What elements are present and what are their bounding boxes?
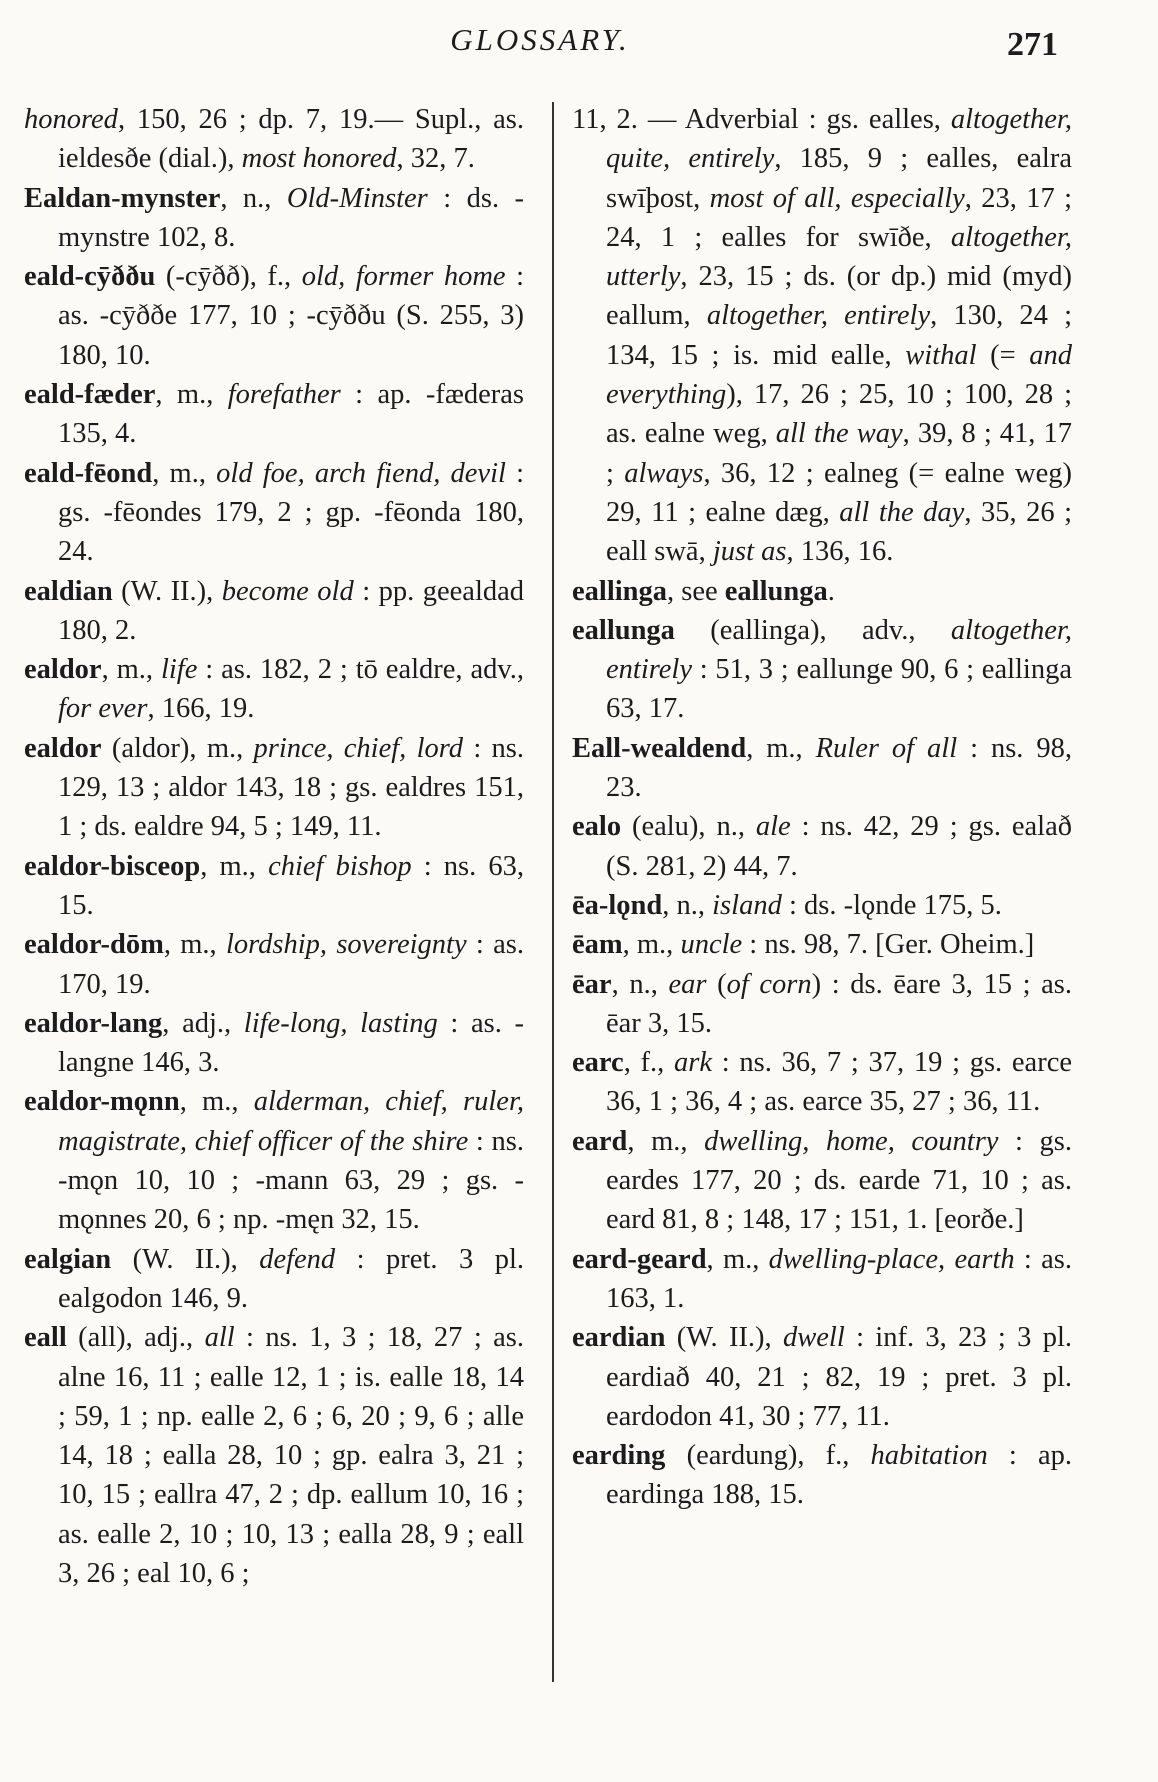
page-header (0, 22, 1158, 72)
glossary-entry: ealdian (W. II.), become old : pp. geealdad 180, 2. (24, 575, 525, 646)
glossary-entry: eard, m., dwelling, home, country : gs. eardes 177, 20 ; ds. earde 71, 10 ; as. eard 81, 8 ; 148, 17 ; 151, 1. [eorðe.] (572, 1125, 1072, 1236)
glossary-entry: ēa-lǫnd, n., island : ds. -lǫnde 175, 5. (572, 889, 1002, 921)
glossary-entry: honored, 150, 26 ; dp. 7, 19.— Supl., as. ieldesðe (dial.), most honored, 32, 7. (24, 104, 524, 175)
page-number: 271 (1007, 26, 1058, 63)
glossary-entry: eald-cȳððu (-cȳðð), f., old, former home : as. -cȳððe 177, 10 ; -cȳððu (S. 255, 3) 180, 10. (24, 261, 524, 371)
column-divider (552, 102, 554, 1682)
glossary-entry: ēar, n., ear (of corn) : ds. ēare 3, 15 ; as. ēar 3, 15. (572, 968, 1072, 1039)
running-title: GLOSSARY. (450, 22, 630, 57)
left-column (24, 100, 524, 1593)
glossary-entry: Ealdan-mynster, n., Old-Minster : ds. -mynstre 102, 8. (24, 182, 525, 253)
glossary-entry: eald-fēond, m., old foe, arch fiend, devil : gs. -fēondes 179, 2 ; gp. -fēonda 180, 24. (24, 457, 525, 568)
glossary-entry: Eall-wealdend, m., Ruler of all : ns. 98, 23. (572, 732, 1072, 804)
glossary-entry: ealdor-lang, adj., life-long, lasting : as. -langne 146, 3. (24, 1007, 524, 1079)
glossary-entry: ealdor-bisceop, m., chief bishop : ns. 63, 15. (24, 850, 525, 921)
glossary-entry: earc, f., ark : ns. 36, 7 ; 37, 19 ; gs. earce 36, 1 ; 36, 4 ; as. earce 35, 27 ; 36, 11. (572, 1047, 1072, 1118)
glossary-entry: ealdor, m., life : as. 182, 2 ; tō ealdre, adv., for ever, 166, 19. (24, 654, 525, 725)
right-column (572, 100, 1072, 1515)
glossary-entry: eallunga (eallinga), adv., altogether, entirely : 51, 3 ; eallunge 90, 6 ; eallinga 63, 17. (572, 614, 1072, 725)
glossary-entry: ealgian (W. II.), defend : pret. 3 pl. ealgodon 146, 9. (24, 1243, 524, 1314)
glossary-entry: ealdor-dōm, m., lordship, sovereignty : as. 170, 19. (24, 929, 524, 1000)
glossary-entry: ēam, m., uncle : ns. 98, 7. [Ger. Oheim.] (572, 929, 1035, 961)
glossary-entry: eardian (W. II.), dwell : inf. 3, 23 ; 3 pl. eardiað 40, 21 ; 82, 19 ; pret. 3 pl. eardodon 41, 30 ; 77, 11. (572, 1322, 1072, 1432)
glossary-entry: eald-fæder, m., forefather : ap. -fæderas 135, 4. (24, 379, 524, 450)
glossary-entry: earding (eardung), f., habitation : ap. eardinga 188, 15. (572, 1440, 1072, 1511)
glossary-entry: ealdor-mǫnn, m., alderman, chief, ruler, magistrate, chief officer of the shire : ns. -mǫn 10, 10 ; -mann 63, 29 ; gs. -mǫnnes 20, 6 ; np. -męn 32, 15. (24, 1086, 524, 1236)
glossary-entry: eall (all), adj., all : ns. 1, 3 ; 18, 27 ; as. alne 16, 11 ; ealle 12, 1 ; is. ealle 18, 14 ; 59, 1 ; np. ealle 2, 6 ; 6, 20 ; 9, 6 ; alle 14, 18 ; ealla 28, 10 ; gp. ealra 3, 21 ; 10, 15 ; eallra 47, 2 ; dp. eallum 10, 16 ; as. ealle 2, 10 ; 10, 13 ; ealla 28, 9 ; eall 3, 26 ; eal 10, 6 ; (24, 1322, 524, 1589)
glossary-entry: ealdor (aldor), m., prince, chief, lord : ns. 129, 13 ; aldor 143, 18 ; gs. ealdres 151, 1 ; ds. ealdre 94, 5 ; 149, 11. (24, 732, 524, 843)
glossary-entry: ealo (ealu), n., ale : ns. 42, 29 ; gs. ealað (S. 281, 2) 44, 7. (572, 811, 1072, 882)
glossary-entry: eard-geard, m., dwelling-place, earth : as. 163, 1. (572, 1243, 1072, 1314)
glossary-entry: 11, 2. — Adverbial : gs. ealles, altogether, quite, entirely, 185, 9 ; ealles, ealra swīþost, most of all, especially, 23, 17 ; 24, 1 ; ealles for swīðe, altogether, utterly, 23, 15 ; ds. (or dp.) mid (myd) eallum, altogether, entirely, 130, 24 ; 134, 15 ; is. mid ealle, withal (= and everything), 17, 26 ; 25, 10 ; 100, 28 ; as. ealne weg, all the way, 39, 8 ; 41, 17 ; always, 36, 12 ; ealneg (= ealne weg) 29, 11 ; ealne dæg, all the day, 35, 26 ; eall swā, just as, 136, 16. (572, 104, 1072, 568)
glossary-entry: eallinga, see eallunga. (572, 575, 835, 607)
